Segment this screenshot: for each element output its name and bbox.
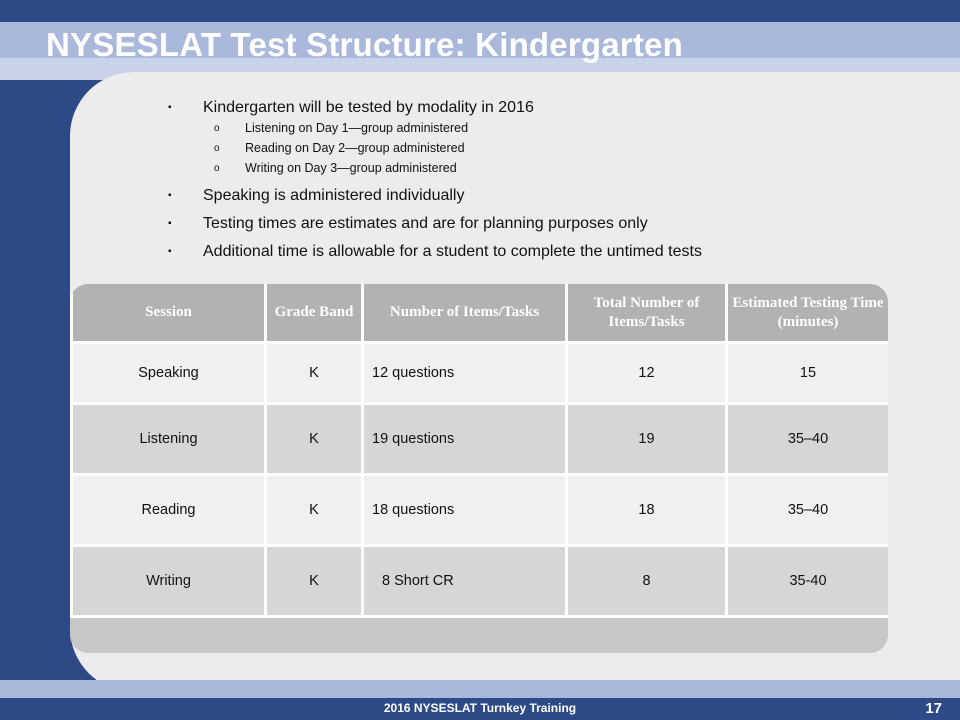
header-number-of-items: Number of Items/Tasks [363,284,567,343]
table-row [72,404,889,475]
header-session: Session [72,284,266,343]
square-bullet-icon: ▪ [168,246,172,257]
page-number: 17 [925,700,942,717]
items-cell: 12 questions [363,343,567,404]
table-row [72,343,889,404]
bullet-list [168,98,908,262]
test-structure-table [70,284,888,653]
total-items-cell: 18 [567,475,727,546]
sub-bullet-item: o Reading on Day 2—group administered [168,138,908,158]
circle-bullet-icon: o [214,163,220,174]
circle-bullet-icon: o [214,143,220,154]
grade-band-cell: K [266,404,363,475]
items-cell: 18 questions [363,475,567,546]
items-cell: 8 Short CR [363,546,567,617]
bullet-item: ▪ Speaking is administered individually [168,187,465,204]
table-row [72,475,889,546]
session-cell: Speaking [72,343,266,404]
testing-time-cell: 35–40 [727,404,889,475]
square-bullet-icon: ▪ [168,218,172,229]
grade-band-cell: K [266,343,363,404]
header-estimated-testing-time: Estimated Testing Time (minutes) [727,284,889,343]
bottom-band [0,680,960,698]
bullet-item: ▪ Additional time is allowable for a student to complete the untimed tests [168,243,702,260]
total-items-cell: 12 [567,343,727,404]
testing-time-cell: 15 [727,343,889,404]
testing-time-cell: 35–40 [727,475,889,546]
bullet-item: ▪ Kindergarten will be tested by modality in 2016 [168,99,534,116]
header-total-number-of-items: Total Number of Items/Tasks [567,284,727,343]
slide-title: NYSESLAT Test Structure: Kindergarten [46,26,683,63]
items-cell: 19 questions [363,404,567,475]
bullet-item: ▪ Testing times are estimates and are for planning purposes only [168,215,648,232]
sub-bullet-item: o Writing on Day 3—group administered [168,158,908,178]
header-grade-band: Grade Band [266,284,363,343]
table-header-row [72,284,889,343]
table-row [72,546,889,617]
total-items-cell: 19 [567,404,727,475]
session-cell: Listening [72,404,266,475]
session-cell: Reading [72,475,266,546]
square-bullet-icon: ▪ [168,190,172,201]
circle-bullet-icon: o [214,123,220,134]
square-bullet-icon: ▪ [168,102,172,113]
sub-bullet-item: o Listening on Day 1—group administered [168,118,908,138]
footer-text: 2016 NYSESLAT Turnkey Training [383,701,577,715]
grade-band-cell: K [266,475,363,546]
session-cell: Writing [72,546,266,617]
testing-time-cell: 35-40 [727,546,889,617]
total-items-cell: 8 [567,546,727,617]
grade-band-cell: K [266,546,363,617]
